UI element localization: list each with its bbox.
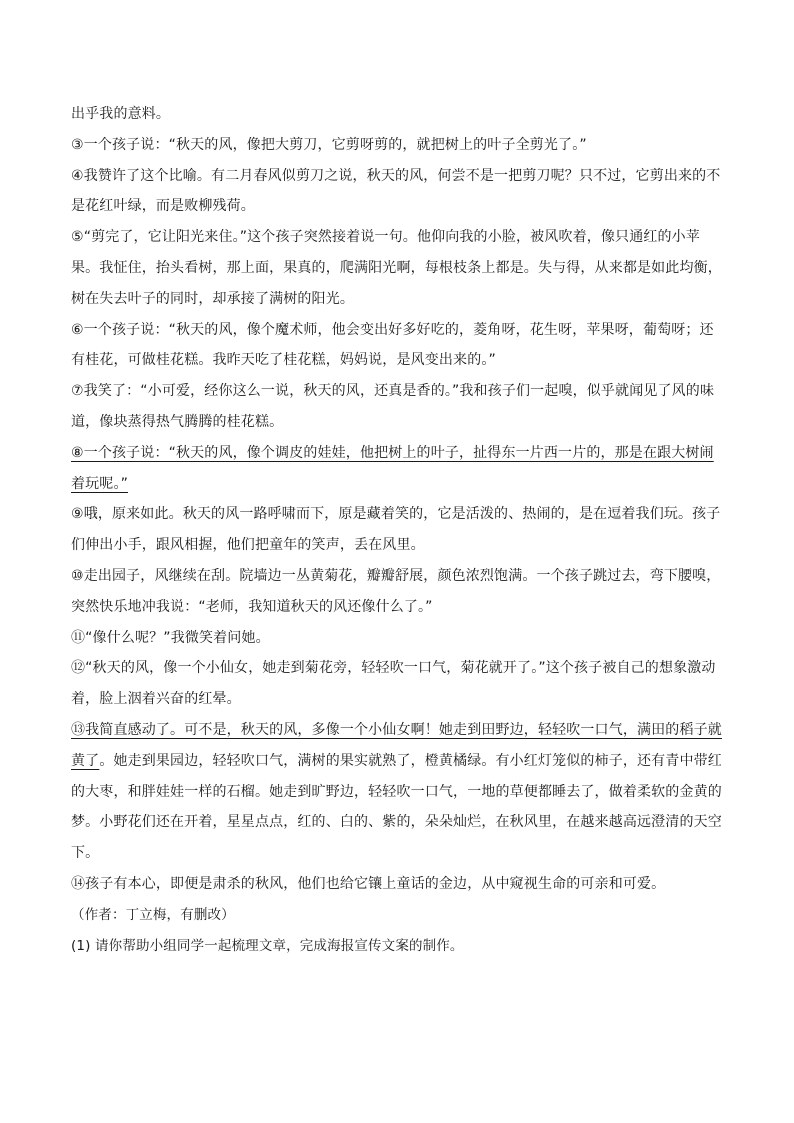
paragraph-10: ⑩走出园子，风继续在刮。院墙边一丛黄菊花，瓣瓣舒展，颜色浓烈饱满。一个孩子跳过去，弯下腰嗅，突然快乐地冲我说：“老师，我知道秋天的风还像什么了。” xyxy=(71,567,721,615)
author-note: （作者：丁立梅，有删改） xyxy=(71,906,235,923)
paragraph-5: ⑤“剪完了，它让阳光来住。”这个孩子突然接着说一句。他仰向我的小脸，被风吹着，像只通红的小苹果。我怔住，抬头看树，那上面，果真的，爬满阳光啊，每根枝条上都是。失与得，从来都是如此均衡，树在失去叶子的同时，却承接了满树的阳光。 xyxy=(71,229,722,307)
article-body xyxy=(71,99,727,961)
paragraph-13-underlined-sentence: ⑬我简直感动了。可不是，秋天的风，多像一个小仙女啊！她走到田野边，轻轻吹一口气，满田的稻子就黄了 xyxy=(71,721,722,769)
paragraph-13-rest: 。她走到果园边，轻轻吹口气，满树的果实就熟了，橙黄橘绿。有小红灯笼似的柿子，还有青中带红的大枣，和胖娃娃一样的石榴。她走到旷野边，轻轻吹一口气，一地的草便都睡去了，做着柔软的金黄的梦。小野花们还在开着，星星点点，红的、白的、紫的，朵朵灿烂，在秋风里，在越来越高远澄清的天空下。 xyxy=(71,752,722,862)
paragraph-12: ⑫“秋天的风，像一个小仙女，她走到菊花旁，轻轻吹一口气，菊花就开了。”这个孩子被自己的想象激动着，脸上洇着兴奋的红晕。 xyxy=(71,660,716,708)
paragraph-continuation: 出乎我的意料。 xyxy=(71,106,171,122)
question-1: (1) 请你帮助小组同学一起梳理文章，完成海报宣传文案的制作。 xyxy=(71,937,464,954)
paragraph-8-underlined: ⑧一个孩子说：“秋天的风，像个调皮的娃娃，他把树上的叶子，扯得东一片西一片的，那是在跟大树闹着玩呢。” xyxy=(71,444,714,492)
paragraph-7: ⑦我笑了：“小可爱，经你这么一说，秋天的风，还真是香的。”我和孩子们一起嗅，似乎就闻见了风的味道，像块蒸得热气腾腾的桂花糕。 xyxy=(71,383,715,430)
paragraph-9: ⑨哦，原来如此。秋天的风一路呼啸而下，原是藏着笑的，它是活泼的、热闹的，是在逗着我们玩。孩子们伸出小手，跟风相握，他们把童年的笑声，丢在风里。 xyxy=(71,506,721,554)
paragraph-13 xyxy=(71,715,727,869)
paragraph-4: ④我赞许了这个比喻。有二月春风似剪刀之说，秋天的风，何尝不是一把剪刀呢？只不过，它剪出来的不是花红叶绿，而是败柳残荷。 xyxy=(71,167,721,215)
paragraph-11: ⑪“像什么呢？”我微笑着问她。 xyxy=(71,629,270,646)
paragraph-3: ③一个孩子说：“秋天的风，像把大剪刀，它剪呀剪的，就把树上的叶子全剪光了。” xyxy=(71,136,587,153)
paragraph-6: ⑥一个孩子说：“秋天的风，像个魔术师，他会变出好多好吃的，菱角呀，花生呀，苹果呀，葡萄呀；还有桂花，可做桂花糕。我昨天吃了桂花糕，妈妈说，是风变出来的。” xyxy=(71,321,714,369)
paragraph-14: ⑭孩子有本心，即便是肃杀的秋风，他们也给它镶上童话的金边，从中窥视生命的可亲和可爱。 xyxy=(71,875,666,892)
